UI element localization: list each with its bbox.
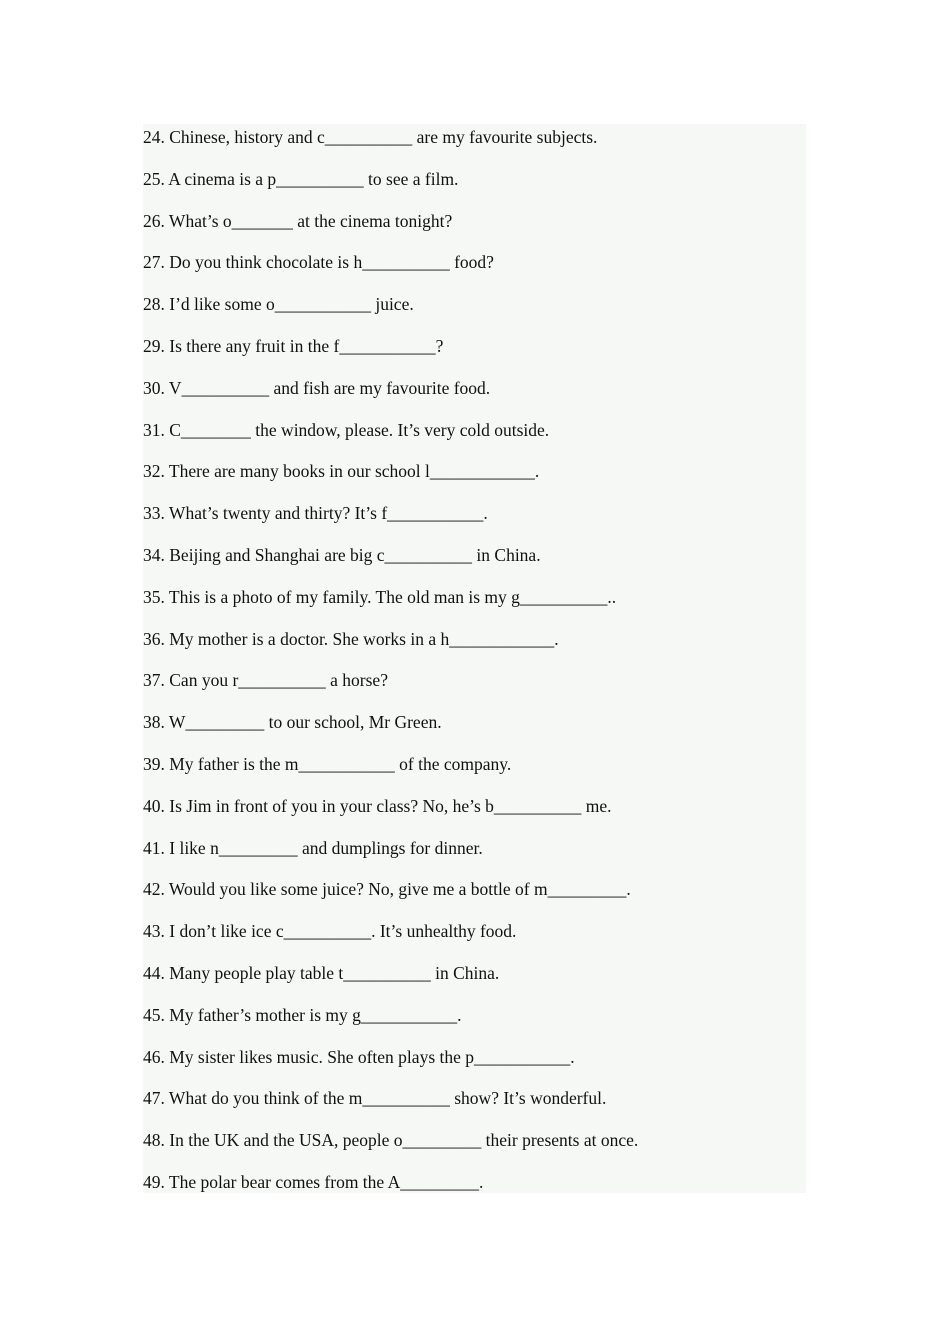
question-41: 41. I like n_________ and dumplings for dinner. <box>143 837 483 858</box>
question-34: 34. Beijing and Shanghai are big c__________ in China. <box>143 545 541 565</box>
question-46: 46. My sister likes music. She often plays the p___________. <box>143 1046 575 1067</box>
question-43: 43. I don’t like ice c__________. It’s unhealthy food. <box>143 921 517 942</box>
question-29: 29. Is there any fruit in the f___________? <box>143 336 444 356</box>
question-45: 45. My father’s mother is my g___________. <box>143 1004 462 1025</box>
question-26: 26. What’s o_______ at the cinema tonight? <box>143 210 453 231</box>
question-24: 24. Chinese, history and c__________ are my favourite subjects. <box>143 127 598 147</box>
question-32: 32. There are many books in our school l____________. <box>143 461 540 482</box>
fill-in-blank-exercise <box>143 124 806 1193</box>
question-36: 36. My mother is a doctor. She works in a h____________. <box>143 628 559 649</box>
question-39: 39. My father is the m___________ of the company. <box>143 754 512 774</box>
question-33: 33. What’s twenty and thirty? It’s f___________. <box>143 503 488 524</box>
question-48: 48. In the UK and the USA, people o_________ their presents at once. <box>143 1130 639 1151</box>
question-27: 27. Do you think chocolate is h__________ food? <box>143 252 494 273</box>
question-38: 38. W_________ to our school, Mr Green. <box>143 712 442 733</box>
question-40: 40. Is Jim in front of you in your class? No, he’s b__________ me. <box>143 795 612 816</box>
question-42: 42. Would you like some juice? No, give me a bottle of m_________. <box>143 879 631 900</box>
question-37: 37. Can you r__________ a horse? <box>143 670 388 691</box>
question-28: 28. I’d like some o___________ juice. <box>143 294 414 315</box>
question-44: 44. Many people play table t__________ in China. <box>143 963 500 983</box>
question-31: 31. C________ the window, please. It’s very cold outside. <box>143 419 550 440</box>
question-47: 47. What do you think of the m__________ show? It’s wonderful. <box>143 1088 607 1109</box>
question-25: 25. A cinema is a p__________ to see a film. <box>143 168 459 189</box>
question-30: 30. V__________ and fish are my favourite food. <box>143 377 491 398</box>
question-49: 49. The polar bear comes from the A_________. <box>143 1172 484 1192</box>
question-35: 35. This is a photo of my family. The old man is my g__________.. <box>143 586 617 607</box>
